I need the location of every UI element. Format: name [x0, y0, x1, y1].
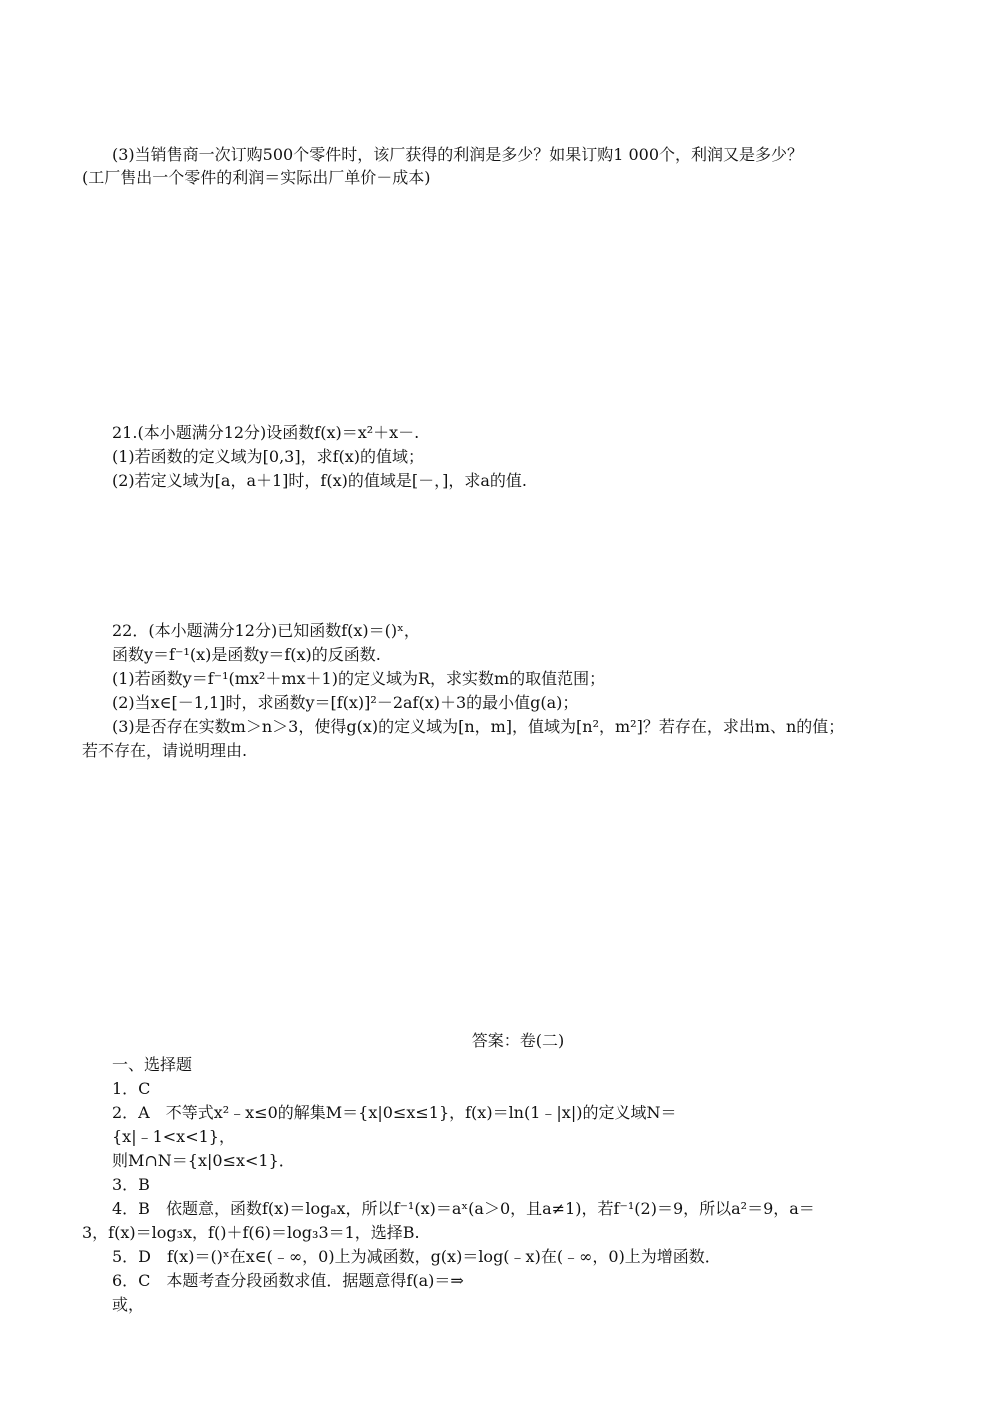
q22-part1: (1)若函数y＝f⁻¹(mx²＋mx＋1)的定义域为R，求实数m的取值范围； — [112, 669, 606, 688]
answers-section-heading: 一、选择题 — [112, 1055, 193, 1074]
answer-3: 3．B — [112, 1175, 150, 1194]
answers-title: 答案：卷(二) — [471, 1031, 565, 1050]
answer-4-line2: 3，f(x)＝log₃x，f()＋f(6)＝log₃3＝1，选择B. — [82, 1223, 420, 1242]
answer-2-line3: 则M∩N＝{x|0≤x<1}． — [112, 1151, 295, 1170]
answer-2-line2: {x|﹣1<x<1}， — [112, 1127, 235, 1146]
q21-part2: (2)若定义域为[a，a＋1]时，f(x)的值域是[－，]，求a的值. — [112, 471, 527, 490]
q20-part3-line1: (3)当销售商一次订购500个零件时，该厂获得的利润是多少？如果订购1 000个，利润又是多少？ — [112, 145, 804, 164]
answer-6-line1: 6．C 本题考查分段函数求值．据题意得f(a)＝⇒ — [112, 1271, 464, 1290]
q22-header: 22．(本小题满分12分)已知函数f(x)＝()ˣ， — [112, 621, 420, 640]
answer-1: 1．C — [112, 1079, 151, 1098]
answer-5: 5．D f(x)＝()ˣ在x∈(﹣∞，0)上为减函数，g(x)＝log(﹣x)在(﹣∞，0)上为增函数． — [112, 1247, 721, 1266]
answer-4-line1: 4．B 依题意，函数f(x)＝logₐx，所以f⁻¹(x)＝aˣ(a＞0，且a≠1)，若f⁻¹(2)＝9，所以a²＝9，a＝ — [112, 1199, 815, 1218]
answer-2-line1: 2．A 不等式x²﹣x≤0的解集M＝{x|0≤x≤1}，f(x)＝ln(1﹣|x|)的定义域N＝ — [112, 1103, 677, 1122]
q21-part1: (1)若函数的定义域为[0,3]，求f(x)的值域； — [112, 447, 425, 466]
answer-6-line2: 或， — [112, 1295, 145, 1314]
q21-header: 21.(本小题满分12分)设函数f(x)＝x²＋x－. — [112, 423, 420, 442]
q22-part3-line2: 若不存在，请说明理由. — [82, 741, 248, 760]
q22-inverse-def: 函数y＝f⁻¹(x)是函数y＝f(x)的反函数. — [112, 645, 381, 664]
q20-part3-line2: (工厂售出一个零件的利润＝实际出厂单价－成本) — [82, 168, 431, 187]
q22-part2: (2)当x∈[－1,1]时，求函数y＝[f(x)]²－2af(x)＋3的最小值g(a)； — [112, 693, 579, 712]
q22-part3-line1: (3)是否存在实数m＞n＞3，使得g(x)的定义域为[n，m]，值域为[n²，m²]？若存在，求出m、n的值； — [112, 717, 845, 736]
